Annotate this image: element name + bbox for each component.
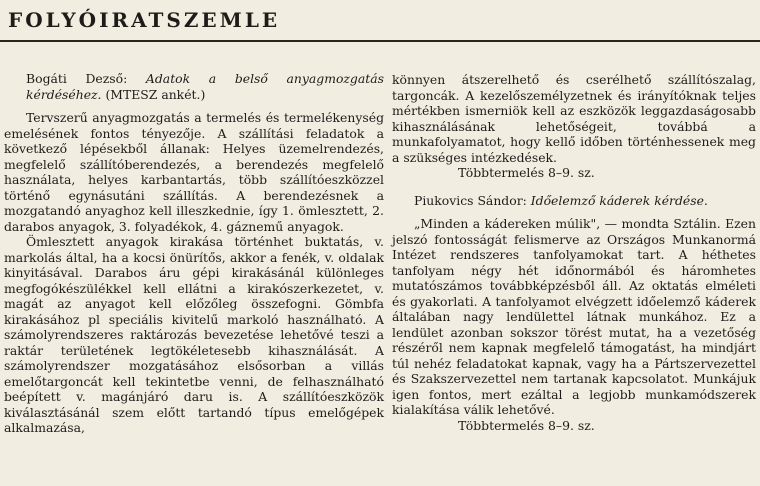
article-author: Bogáti Dezső:	[26, 71, 128, 86]
article-note: (MTESZ ankét.)	[105, 86, 206, 102]
article-heading	[392, 193, 756, 209]
title-divider	[0, 40, 760, 42]
article-paragraph: Tervszerű anyagmozgatás a termelés és termelékenység emelésének fontos tényezője. A szállítási feladatok a következő lépésekből állanak: Helyes üzemelrendezés, megfelelő szállítóberendezés, a berendezés megfelelő használata, helyes karbantartás, több szállítóeszközzel történő egynásutáni szállítás. A berendezésnek a mozgatandó anyaghoz kell illeszkednie, így 1. ömlesztett, 2. darabos anyagok, 3. folyadékok, 4. gáznemű anyagok.	[4, 110, 384, 234]
source-citation: Többtermelés 8–9. sz.	[458, 165, 595, 180]
article-title: Időelemző káderek kérdése.	[530, 192, 708, 208]
page-title: FOLYÓIRATSZEMLE	[8, 8, 281, 32]
source-citation: Többtermelés 8–9. sz.	[458, 417, 595, 433]
right-column	[392, 72, 756, 433]
left-column	[4, 71, 384, 436]
article-paragraph: Ömlesztett anyagok kirakása történhet buktatás, v. markolás által, ha a kocsi önürítős, akkor a fenék, v. oldalak kinyitásával. Darabos áru gépi kirakásánál különleges megfogókészülékkel kell ellátni a kirakószerkezetet, v. magát az anyagot kell előzőleg összefogni. Gömbfa kirakásához pl speciális kivitelű markoló használható. A számolyrendszeres raktározás bevezetése lehetővé teszi a raktár területének legtökéletesebb kihasználását. A számolyrendszer mozgatásához elsősorban a villás emelőtargoncát kell tekintetbe venni, de felhasználható beépített v. magánjáró daru is. A szállítóeszközök kiválasztásánál szem előtt tartandó típus emelőgépek alkalmazása,	[4, 234, 384, 435]
article-paragraph: „Minden a kádereken múlik", — mondta Sztálin. Ezen jelszó fontosságát felismerve az Országos Munkanormá Intézet rendszeres tanfolyamokat tart. A héthetes tanfolyam négy hét időnormából és háromhetes mutatószámos továbbképzésből áll. Az oktatás elméleti és gyakorlati. A tanfolyamot elvégzett időelemző káderek általában nagy lendülettel látnak munkához. Ez a lendület azonban sokszor törést mutat, ha a vezetőség részéről nem kapnak megfelelő támogatást, ha mindjárt túl nehéz feladatokat kapnak, vagy ha a Pártszervezettel és Szakszervezettel nem tartanak kapcsolatot. Munkájuk igen fontos, mert ezáltal a legjobb munkamódszerek kialakítása válik lehetővé.	[392, 216, 756, 417]
article-paragraph: könnyen átszerelhető és cserélhető szállítószalag, targoncák. A kezelőszemélyzetnek és irányítóknak teljes mértékben ismerniök kell az eszközök leggazdaságosabb kihasználásának lehetőségeit, továbbá a munkafolyamatot, hogy kellő időben történhessenek meg a szükséges intézkedések.	[392, 72, 756, 165]
article-title: Adatok a belső anyagmozgatás kérdéséhez.	[26, 71, 384, 102]
article-heading	[4, 71, 384, 102]
article-author: Piukovics Sándor:	[414, 192, 527, 208]
